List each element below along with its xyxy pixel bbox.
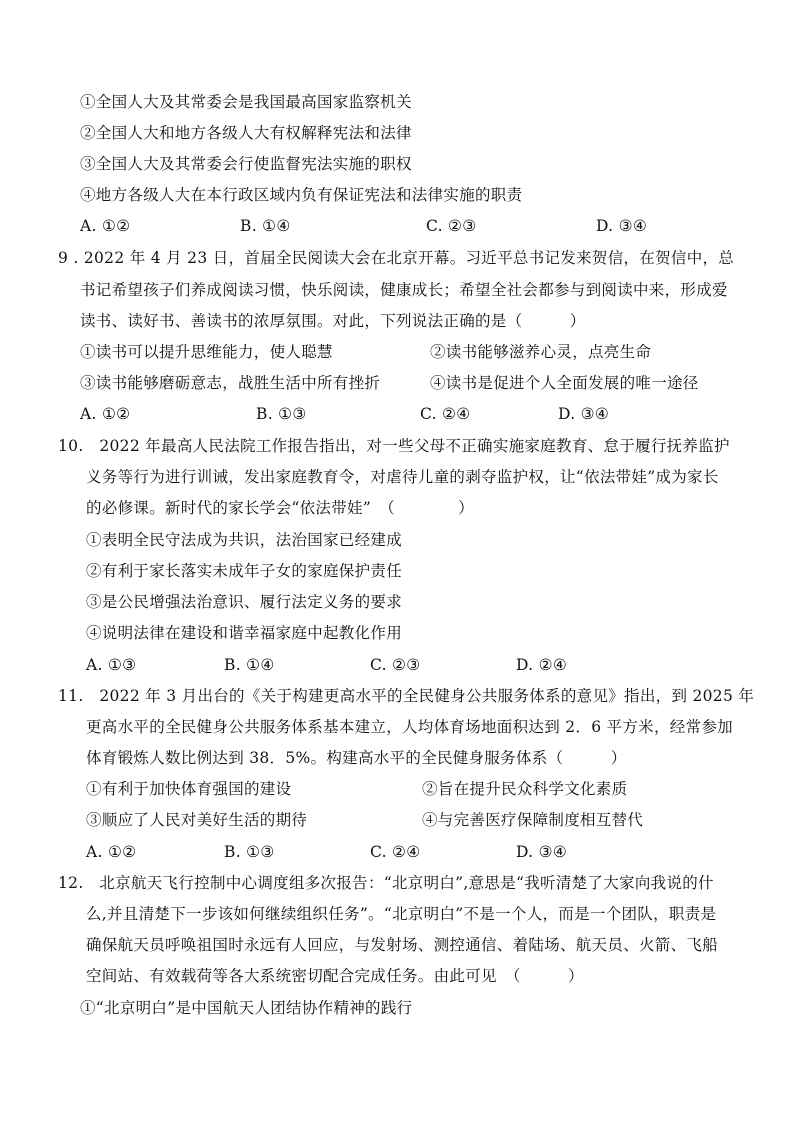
q9-option-a[interactable]: A. ①② (80, 405, 131, 423)
q10-statement-4: ④说明法律在建设和谐幸福家庭中起教化作用 (86, 624, 403, 642)
q10-options (86, 655, 686, 675)
q8-option-a[interactable]: A. ①② (80, 217, 131, 235)
q11-option-b[interactable]: B. ①③ (224, 843, 275, 861)
q8-option-d[interactable]: D. ③④ (596, 217, 648, 235)
q9-statement-4: ④读书是促进个人全面发展的唯一途径 (430, 374, 699, 392)
q9-stem-line-1: 9 . 2022 年 4 月 23 日，首届全民阅读大会在北京开幕。习近平总书记发来贺信，在贺信中，总 (58, 249, 735, 267)
q10-stem-line-2: 义务等行为进行训诫，发出家庭教育令，对虐待儿童的剥夺监护权，让“依法带娃”成为家长 (86, 468, 719, 486)
q12-statement-1: ①“北京明白”是中国航天人团结协作精神的践行 (80, 999, 413, 1017)
q10-statement-1: ①表明全民守法成为共识，法治国家已经建成 (86, 531, 403, 549)
q9-option-c[interactable]: C. ②④ (420, 405, 471, 423)
q9-stem-line-3: 读书、读好书、善读书的浓厚氛围。对此，下列说法正确的是（ ） (80, 312, 586, 330)
q10-stem-line-3: 的必修课。新时代的家长学会“依法带娃” （ ） (86, 499, 474, 517)
q8-statement-4: ④地方各级人大在本行政区域内负有保证宪法和法律实施的职责 (80, 186, 523, 204)
q11-statement-4: ④与完善医疗保障制度相互替代 (422, 811, 644, 829)
q8-option-c[interactable]: C. ②③ (426, 217, 477, 235)
q11-stem-line-3: 体育锻炼人数比例达到 38．5%。构建高水平的全民健身服务体系（ ） (86, 749, 627, 767)
q12-stem-line-4: 空间站、有效载荷等各大系统密切配合完成任务。由此可见 （ ） (86, 967, 584, 985)
q9-option-b[interactable]: B. ①③ (256, 405, 307, 423)
q9-statement-2: ②读书能够滋养心灵，点亮生命 (430, 343, 652, 361)
q11-options (86, 842, 686, 862)
q12-stem-line-2: 么,并且清楚下一步该如何继续组织任务”。“北京明白”不是一个人，而是一个团队，职责是 (86, 905, 717, 923)
q10-statement-2: ②有利于家长落实未成年子女的家庭保护责任 (86, 562, 403, 580)
q10-option-c[interactable]: C. ②③ (370, 656, 421, 674)
q11-stem-line-2: 更高水平的全民健身公共服务体系基本建立，人均体育场地面积达到 2．6 平方米，经常参加 (86, 718, 733, 736)
q8-options (80, 216, 680, 236)
q8-option-b[interactable]: B. ①④ (240, 217, 291, 235)
q10-option-b[interactable]: B. ①④ (224, 656, 275, 674)
q8-statement-3: ③全国人大及其常委会行使监督宪法实施的职权 (80, 155, 412, 173)
q9-options (80, 404, 680, 424)
q11-option-c[interactable]: C. ②④ (370, 843, 421, 861)
q10-option-d[interactable]: D. ②④ (516, 656, 568, 674)
q9-option-d[interactable]: D. ③④ (558, 405, 610, 423)
q9-statement-3: ③读书能够磨砺意志，战胜生活中所有挫折 (80, 374, 381, 392)
q11-stem-line-1: 11. 2022 年 3 月出台的《关于构建更高水平的全民健身公共服务体系的意见》指出，到 2025 年 (58, 687, 755, 705)
q10-statement-3: ③是公民增强法治意识、履行法定义务的要求 (86, 593, 403, 611)
q10-stem-line-1: 10. 2022 年最高人民法院工作报告指出，对一些父母不正确实施家庭教育、怠于履行抚养监护 (58, 437, 730, 455)
q11-option-a[interactable]: A. ①② (86, 843, 137, 861)
q8-statement-1: ①全国人大及其常委会是我国最高国家监察机关 (80, 93, 412, 111)
q10-option-a[interactable]: A. ①③ (86, 656, 137, 674)
q11-option-d[interactable]: D. ③④ (516, 843, 568, 861)
q12-stem-line-3: 确保航天员呼唤祖国时永远有人回应，与发射场、测控通信、着陆场、航天员、火箭、飞船 (86, 936, 719, 954)
q8-statement-2: ②全国人大和地方各级人大有权解释宪法和法律 (80, 124, 412, 142)
q11-statement-2: ②旨在提升民众科学文化素质 (422, 780, 628, 798)
q12-stem-line-1: 12. 北京航天飞行控制中心调度组多次报告：“北京明白”,意思是“我听清楚了大家向我说的什 (58, 874, 714, 892)
q11-statement-3: ③顺应了人民对美好生活的期待 (86, 811, 308, 829)
q11-statement-1: ①有利于加快体育强国的建设 (86, 780, 292, 798)
q9-stem-line-2: 书记希望孩子们养成阅读习惯，快乐阅读，健康成长；希望全社会都参与到阅读中来，形成爱 (80, 281, 728, 299)
q9-statement-1: ①读书可以提升思维能力，使人聪慧 (80, 343, 333, 361)
